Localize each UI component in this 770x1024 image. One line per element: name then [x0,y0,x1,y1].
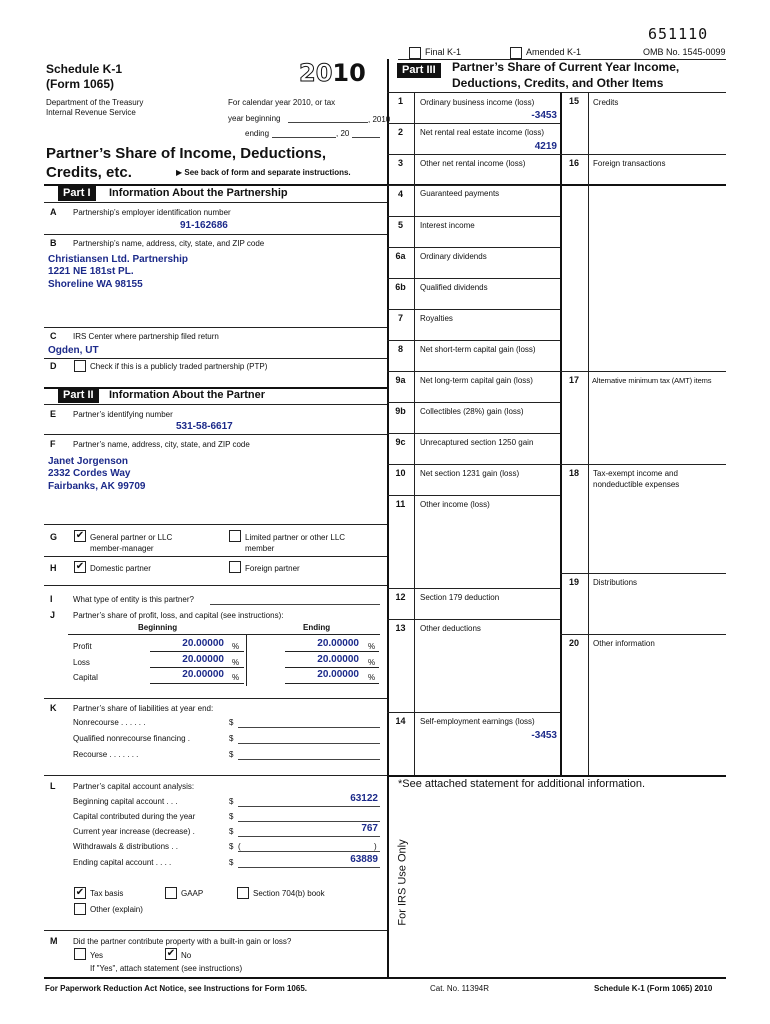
gaap-checkbox[interactable] [165,887,177,899]
line-c-letter: C [50,331,57,341]
line1-label: Ordinary business income (loss) [420,98,535,107]
irs-center[interactable]: Ogden, UT [48,345,99,356]
line19-label: Distributions [593,578,638,587]
l-contributed-input[interactable] [238,821,380,822]
l-withdrawals-paren-close: ) [374,842,377,851]
l-ending-value[interactable]: 63889 [350,854,378,865]
l-increase-label: Current year increase (decrease) . [73,827,195,836]
ending-label: ending [245,129,270,138]
ptp-checkbox[interactable] [74,360,86,372]
k-qualified-label: Qualified nonrecourse financing . [73,734,190,743]
j-capital-ending[interactable]: 20.00000 [317,669,359,680]
line16-num: 16 [568,158,579,168]
partner-city[interactable]: Fairbanks, AK 99709 [48,481,146,492]
part2-title: Information About the Partner [109,389,266,401]
part1-title: Information About the Partnership [109,187,288,199]
part3-title-line2: Deductions, Credits, and Other Items [452,76,664,90]
domestic-partner-checkbox[interactable]: ✔ [75,561,85,572]
line-l-letter: L [50,781,56,791]
general-partner-label2: member-manager [90,544,154,553]
ending-suffix: , 20 [336,129,350,138]
line-a-label: Partnership’s employer identification number [73,208,231,217]
line11-num: 11 [395,499,406,509]
line7-label: Royalties [420,314,453,323]
amended-k1-checkbox[interactable] [510,47,522,59]
dept-treasury: Department of the Treasury [46,98,144,107]
l-withdrawals-label: Withdrawals & distributions . . [73,842,178,851]
line-a-letter: A [50,207,57,217]
l-withdrawals-paren-open: ( [238,842,241,851]
line6b-num: 6b [395,282,406,292]
line9b-label: Collectibles (28%) gain (loss) [420,407,524,416]
l-ending-dollar: $ [229,858,234,867]
l-withdrawals-input[interactable] [238,851,380,852]
line8-label: Net short-term capital gain (loss) [420,345,536,354]
k-recourse-label: Recourse . . . . . . . [73,750,139,759]
m-yes-checkbox[interactable] [74,948,86,960]
line4-label: Guaranteed payments [420,189,500,198]
barcode-number: 651110 [648,25,709,43]
j-profit-ending[interactable]: 20.00000 [317,638,359,649]
l-increase-dollar: $ [229,827,234,836]
partner-name[interactable]: Janet Jorgenson [48,456,129,467]
l-beginning-value[interactable]: 63122 [350,793,378,804]
tax-year [299,60,366,86]
line18-label: Tax-exempt income and [593,469,678,478]
line-h-letter: H [50,563,57,573]
line9c-num: 9c [395,437,406,447]
partnership-name[interactable]: Christiansen Ltd. Partnership [48,254,189,265]
line13-num: 13 [395,623,406,633]
l-increase-value[interactable]: 767 [361,823,378,834]
line-j-letter: J [50,610,56,620]
partnership-city[interactable]: Shoreline WA 98155 [48,279,143,290]
line14-num: 14 [395,716,406,726]
line15-num: 15 [568,96,579,106]
line9c-label: Unrecaptured section 1250 gain [420,438,534,447]
line20-label: Other information [593,639,655,648]
tax-year-prefix: 20 [299,59,333,87]
k-nonrecourse-dollar: $ [229,718,234,727]
limited-partner-checkbox[interactable] [229,530,241,542]
l-withdrawals-dollar: $ [229,842,234,851]
line14-value[interactable]: -3453 [531,730,557,741]
line-m-letter: M [50,936,58,946]
line10-num: 10 [395,468,406,478]
line13-label: Other deductions [420,624,481,633]
line-e-label: Partner’s identifying number [73,410,173,419]
part1-badge: Part I [58,186,96,201]
foreign-partner-checkbox[interactable] [229,561,241,573]
calendar-year-label: For calendar year 2010, or tax [228,98,336,107]
line-c-label: IRS Center where partnership filed return [73,332,219,341]
k-nonrecourse-input[interactable] [238,727,380,728]
j-ending-header: Ending [303,623,331,632]
j-profit-ending-pct: % [368,642,376,651]
irs-use-only-label: For IRS Use Only [396,839,409,926]
limited-partner-label2: member [245,544,275,553]
line1-num: 1 [397,96,403,106]
line9b-num: 9b [395,406,406,416]
footer-form-name: Schedule K-1 (Form 1065) 2010 [594,984,713,993]
line11-label: Other income (loss) [420,500,490,509]
line19-num: 19 [568,577,579,587]
j-beginning-header: Beginning [138,623,178,632]
line15-label: Credits [593,98,619,107]
j-capital-beginning-pct: % [232,673,240,682]
line2-num: 2 [397,127,403,137]
line8-num: 8 [397,344,403,354]
cat-number: Cat. No. 11394R [430,984,489,993]
line2-value[interactable]: 4219 [534,141,557,152]
sec704-label: Section 704(b) book [253,889,325,898]
final-k1-checkbox[interactable] [409,47,421,59]
line17-num: 17 [568,375,579,385]
line3-label: Other net rental income (loss) [420,159,526,168]
line-k-label: Partner’s share of liabilities at year end: [73,704,214,713]
line18-label2: nondeductible expenses [593,480,680,489]
line-g-letter: G [50,532,58,542]
line6a-label: Ordinary dividends [420,252,487,261]
j-loss-ending-pct: % [368,658,376,667]
partner-ssn[interactable]: 531-58-6617 [176,421,233,432]
line-j-label: Partner’s share of profit, loss, and capital (see instructions): [73,611,284,620]
omb-number: OMB No. 1545-0099 [643,47,726,57]
line-e-letter: E [50,409,57,419]
l-contributed-dollar: $ [229,812,234,821]
limited-partner-label: Limited partner or other LLC [245,533,346,542]
m-yes-label: Yes [90,951,104,960]
line-i-label: What type of entity is this partner? [73,595,194,604]
partnership-ein[interactable]: 91-162686 [180,220,228,231]
j-profit-label: Profit [73,642,92,651]
k-qualified-dollar: $ [229,734,234,743]
line-f-label: Partner’s name, address, city, state, and ZIP code [73,440,250,449]
part2-badge: Part II [58,388,99,403]
main-title-line1: Partner’s Share of Income, Deductions, [46,145,327,162]
l-beginning-dollar: $ [229,797,234,806]
j-loss-beginning[interactable]: 20.00000 [182,654,224,665]
j-loss-label: Loss [73,658,90,667]
line12-num: 12 [395,592,406,602]
line1-value[interactable]: -3453 [531,110,557,121]
ending-year-input[interactable] [352,137,380,138]
j-profit-beginning-pct: % [232,642,240,651]
year-beginning-input[interactable] [288,122,368,123]
line-k-letter: K [50,703,57,713]
line-i-letter: I [50,594,53,604]
line9a-num: 9a [395,375,406,385]
line6b-label: Qualified dividends [420,283,488,292]
tax-basis-label: Tax basis [90,889,124,898]
tax-basis-checkbox[interactable]: ✔ [75,887,85,898]
other-basis-checkbox[interactable] [74,903,86,915]
k-qualified-input[interactable] [238,743,380,744]
k-nonrecourse-label: Nonrecourse . . . . . . [73,718,146,727]
line17-label: Alternative minimum tax (AMT) items [592,376,712,385]
line4-num: 4 [397,189,403,199]
k-recourse-input[interactable] [238,759,380,760]
m-if-yes-note: If "Yes", attach statement (see instructions) [90,964,243,973]
partner-address[interactable]: 2332 Cordes Way [48,468,131,479]
general-partner-checkbox[interactable]: ✔ [75,530,85,541]
form-number: (Form 1065) [46,77,115,91]
amended-k1-label: Amended K-1 [526,47,582,57]
line10-label: Net section 1231 gain (loss) [420,469,520,478]
line14-label: Self-employment earnings (loss) [420,717,535,726]
line-b-label: Partnership’s name, address, city, state, and ZIP code [73,239,265,248]
line5-num: 5 [397,220,403,230]
j-capital-beginning[interactable]: 20.00000 [182,669,224,680]
schedule-title: Schedule K-1 [46,62,123,76]
line9a-label: Net long-term capital gain (loss) [420,376,533,385]
irs-label: Internal Revenue Service [46,108,136,117]
line5-label: Interest income [420,221,475,230]
line20-num: 20 [568,638,579,648]
k-recourse-dollar: $ [229,750,234,759]
j-capital-ending-pct: % [368,673,376,682]
m-no-label: No [181,951,192,960]
tax-year-suffix: 10 [332,59,366,87]
line2-label: Net rental real estate income (loss) [420,128,545,137]
see-attached-statement: *See attached statement for additional information. [398,778,646,790]
gaap-label: GAAP [181,889,204,898]
domestic-partner-label: Domestic partner [90,564,151,573]
year-beginning-label: year beginning [228,114,281,123]
partnership-address[interactable]: 1221 NE 181st PL. [48,266,134,277]
line-m-label: Did the partner contribute property with a built-in gain or loss? [73,937,292,946]
line-b-letter: B [50,238,57,248]
line18-num: 18 [568,468,579,478]
line-d-letter: D [50,361,57,371]
sec704-checkbox[interactable] [237,887,249,899]
ptp-label: Check if this is a publicly traded partnership (PTP) [90,362,268,371]
line7-num: 7 [397,313,403,323]
general-partner-label: General partner or LLC [90,533,173,542]
see-back-note: ▶ See back of form and separate instructions. [176,168,351,177]
part3-title-line1: Partner’s Share of Current Year Income, [452,60,680,74]
l-ending-label: Ending capital account . . . . [73,858,172,867]
foreign-partner-label: Foreign partner [245,564,300,573]
part3-badge: Part III [397,63,441,78]
j-loss-beginning-pct: % [232,658,240,667]
main-title-line2: Credits, etc. [46,164,132,181]
line16-label: Foreign transactions [593,159,666,168]
line-f-letter: F [50,439,56,449]
ending-input[interactable] [272,137,336,138]
line6a-num: 6a [395,251,406,261]
line12-label: Section 179 deduction [420,593,500,602]
final-k1-label: Final K-1 [425,47,462,57]
year-beginning-suffix: , 2010 [368,115,391,124]
m-no-checkbox[interactable]: ✔ [166,948,176,959]
line-l-label: Partner’s capital account analysis: [73,782,195,791]
l-contributed-label: Capital contributed during the year [73,812,196,821]
other-basis-label: Other (explain) [90,905,143,914]
entity-type-input[interactable] [210,604,380,605]
j-profit-beginning[interactable]: 20.00000 [182,638,224,649]
l-beginning-label: Beginning capital account . . . [73,797,178,806]
j-loss-ending[interactable]: 20.00000 [317,654,359,665]
paperwork-notice: For Paperwork Reduction Act Notice, see Instructions for Form 1065. [45,984,307,993]
line3-num: 3 [397,158,403,168]
j-capital-label: Capital [73,673,98,682]
